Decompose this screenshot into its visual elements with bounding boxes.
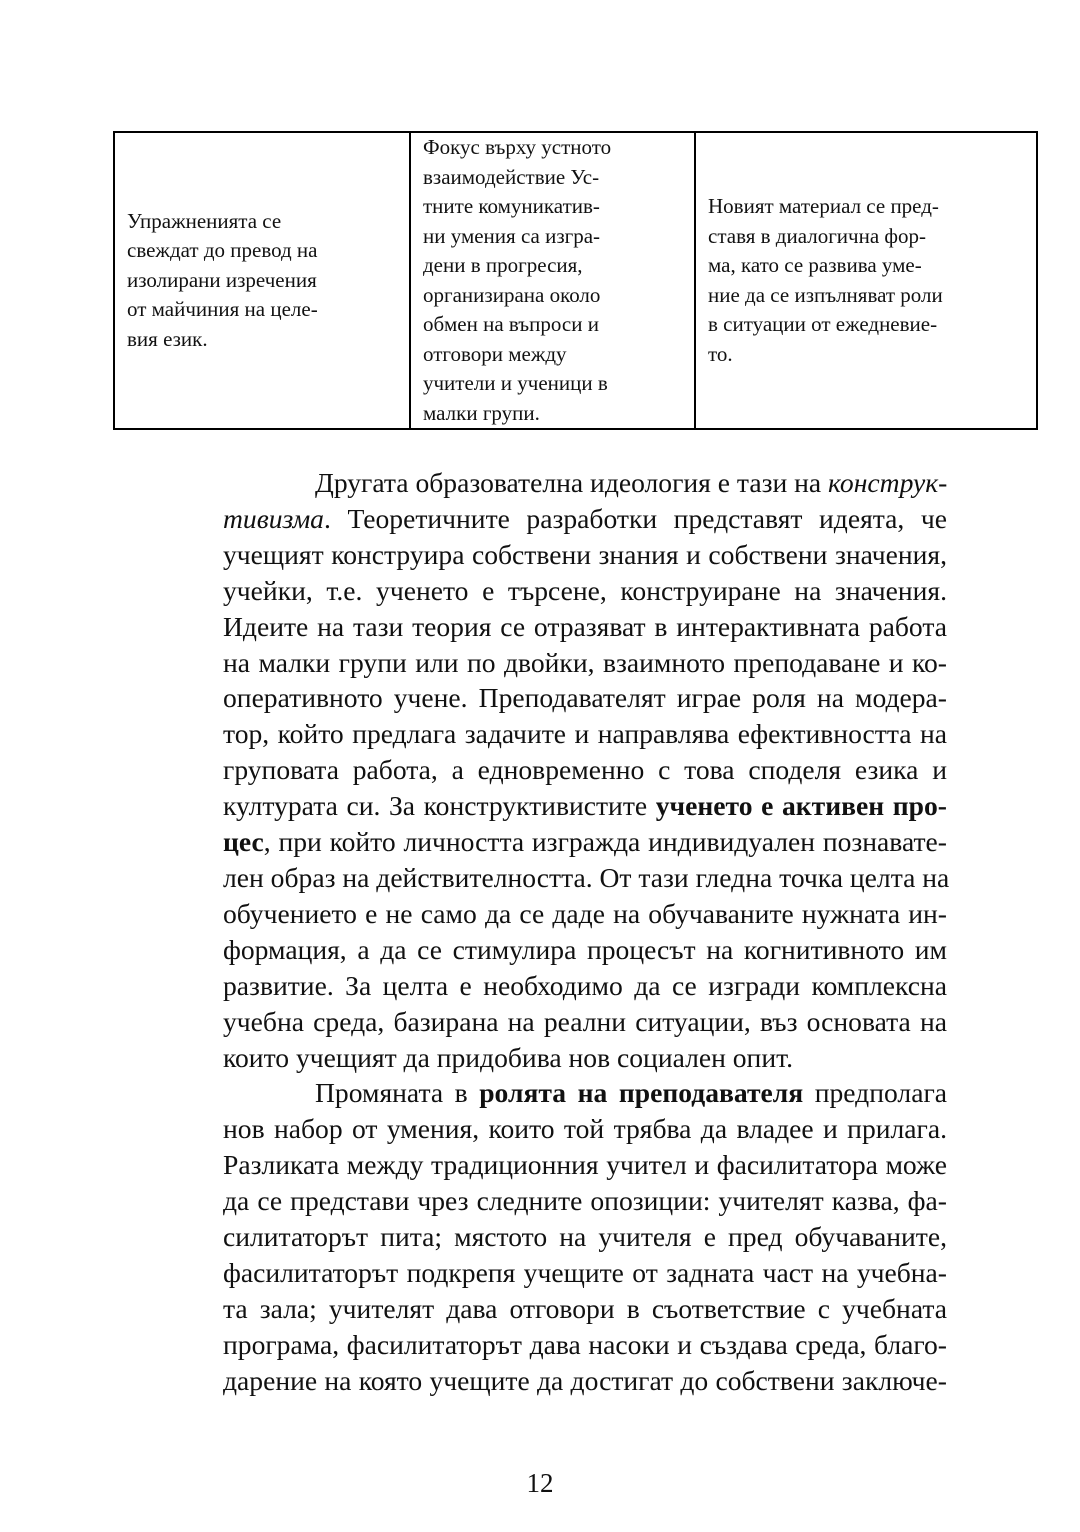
text-line: оперативното учене. Преподавателят играе роля на модера- [223,682,947,714]
table-row [114,132,1037,429]
text-line: та зала; учителят дава отговори в съответствие с учебната [223,1292,947,1324]
paragraph-teacher-role [131,1075,947,1398]
text-line: учещият конструира собствени знания и собствени значения, [223,538,947,570]
text-line [131,788,947,824]
italic-term: тивизма [223,502,324,534]
text-line: дарение на която учещите да достигат до собствени заключе- [223,1364,947,1396]
table-cell-2: Фокус върху устното взаимодействие Ус- тните комуникатив- ни умения са изгра- дени в прогресия, организирана около обмен на въпроси и отговори между учители и ученици в малки групи. [410,132,695,429]
text-line: програма, фасилитаторът дава насоки и създава среда, благо- [223,1328,947,1360]
text-line: да се представи чрез следните опозиции: учителят казва, фа- [223,1185,947,1217]
text-line: нов набор от умения, които той трябва да владее и прилага. [223,1113,947,1145]
text-line [131,465,947,501]
paragraph-constructivism [131,465,950,1075]
text-run: предполага [803,1077,948,1109]
text-line: които учещият да придобива нов социален опит. [223,1041,793,1073]
page-number: 12 [526,1468,554,1498]
text-line [131,824,947,860]
text-line: силитаторът пита; мястото на учителя е пред обучаваните, [223,1221,947,1253]
text-line: груповата работа, а едновременно с това споделя езика и [223,754,947,786]
table-cell-3: Новият материал се пред- ставя в диалогична фор- ма, като се развива уме- ние да се изпълняват роли в ситуации от ежедневие- то. [695,132,1037,429]
text-line: учейки, т.е. ученето е търсене, конструиране на значения. [223,574,947,606]
text-line: лен образ на действителността. От тази гледна точка целта на [223,861,950,893]
text-run: . Теоретичните разработки представят идеята, че [323,502,947,534]
table-cell-1: Упражненията се свеждат до превод на изолирани изречения от майчиния на целе- вия език. [114,132,410,429]
text-line: Идеите на тази теория се отразяват в интерактивната работа [223,610,947,642]
bold-term: ролята на преподавателя [479,1077,804,1109]
text-run: Промяната в [315,1077,480,1109]
text-line [131,1075,947,1111]
bold-term: цес [223,826,264,858]
text-run: културата си. За конструктивистите [223,790,656,822]
text-line: фасилитаторът подкрепя учещите от задната част на учебна- [223,1256,947,1288]
comparison-table [113,131,1038,430]
text-line: обучението е не само да се даде на обучаваните нужната ин- [223,897,947,929]
text-line: тор, който предлага задачите и направлява ефективността на [223,718,947,750]
text-line: на малки групи или по двойки, взаимното преподаване и ко- [223,646,947,678]
body-text [131,465,950,1399]
text-line: развитие. За целта е необходимо да се изгради комплексна [223,969,947,1001]
text-run: Другата образователна идеология е тази на [315,467,829,498]
text-run: , при който личността изгражда индивидуален познавате- [263,826,947,858]
text-line [131,501,947,537]
text-line: формация, а да се стимулира процесът на когнитивното им [223,933,947,965]
text-line: Разликата между традиционния учител и фасилитатора може [223,1149,947,1181]
italic-term: конструк- [828,467,948,498]
bold-term: ученето е активен про- [655,790,947,822]
text-line: учебна среда, базирана на реални ситуации, въз основата на [223,1005,947,1037]
